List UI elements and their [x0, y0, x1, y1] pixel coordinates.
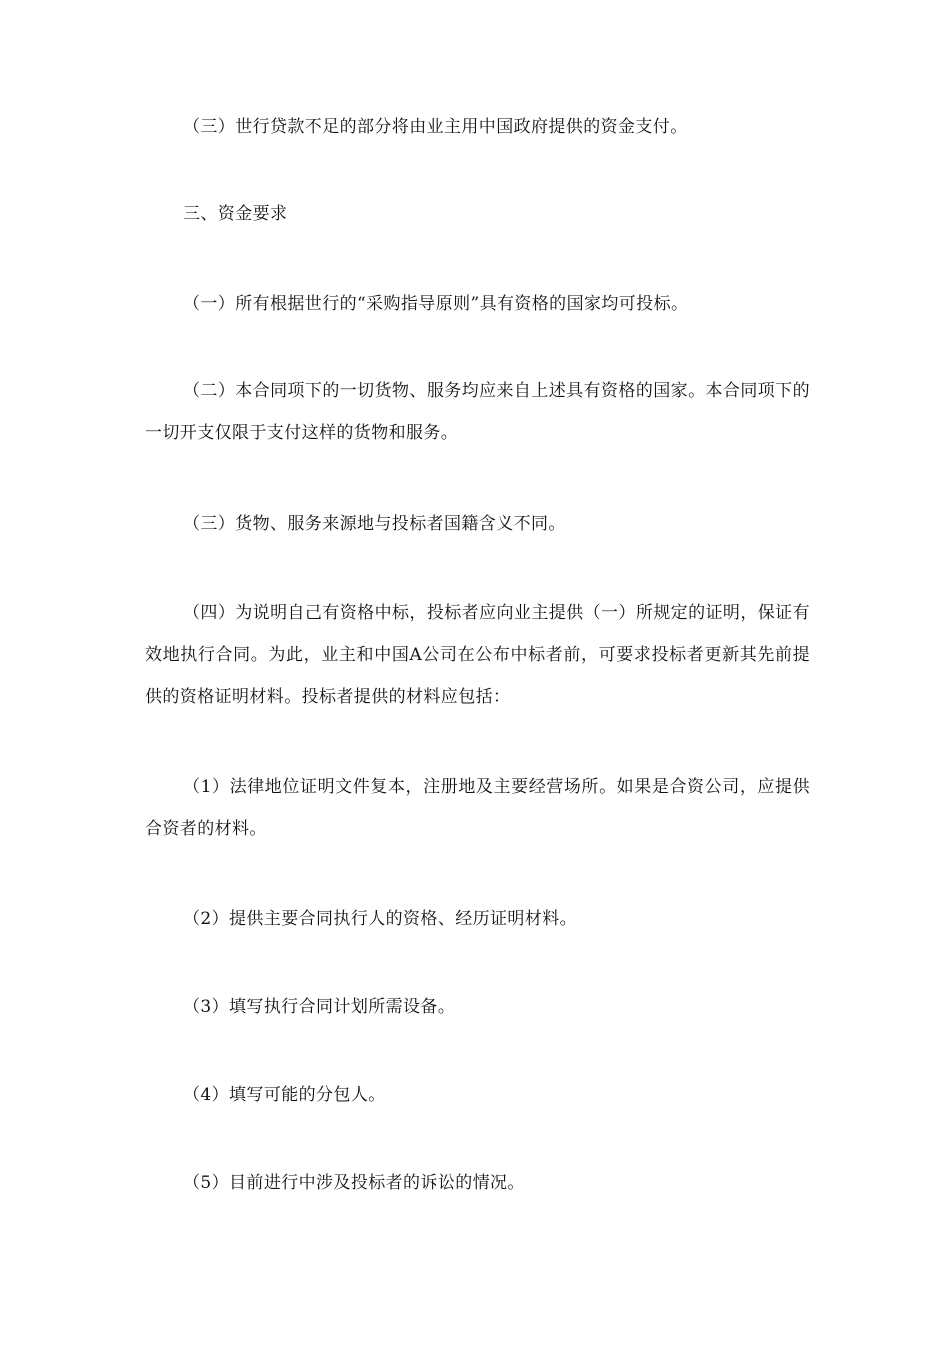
list-item-legal-status: （1）法律地位证明文件复本，注册地及主要经营场所。如果是合资公司，应提供合资者的材料。	[145, 777, 810, 839]
list-item-key-personnel: （2）提供主要合同执行人的资格、经历证明材料。	[183, 909, 578, 929]
section-heading-funding-requirements: 三、资金要求	[183, 204, 288, 224]
list-item-litigation: （5）目前进行中涉及投标者的诉讼的情况。	[183, 1173, 525, 1193]
list-item-equipment: （3）填写执行合同计划所需设备。	[183, 997, 456, 1017]
paragraph-world-bank-loan-shortfall: （三）世行贷款不足的部分将由业主用中国政府提供的资金支付。	[183, 117, 688, 137]
paragraph-eligible-countries: （一）所有根据世行的“采购指导原则”具有资格的国家均可投标。	[183, 294, 689, 314]
paragraph-goods-services-origin: （二）本合同项下的一切货物、服务均应来自上述具有资格的国家。本合同项下的一切开支仅限于支付这样的货物和服务。	[145, 381, 810, 443]
paragraph-origin-vs-nationality: （三）货物、服务来源地与投标者国籍含义不同。	[183, 514, 566, 534]
list-item-subcontractors: （4）填写可能的分包人。	[183, 1085, 386, 1105]
paragraph-qualification-proof: （四）为说明自己有资格中标，投标者应向业主提供（一）所规定的证明，保证有效地执行合同。为此，业主和中国A公司在公布中标者前，可要求投标者更新其先前提供的资格证明材料。投标者提供的材料应包括：	[145, 603, 810, 707]
